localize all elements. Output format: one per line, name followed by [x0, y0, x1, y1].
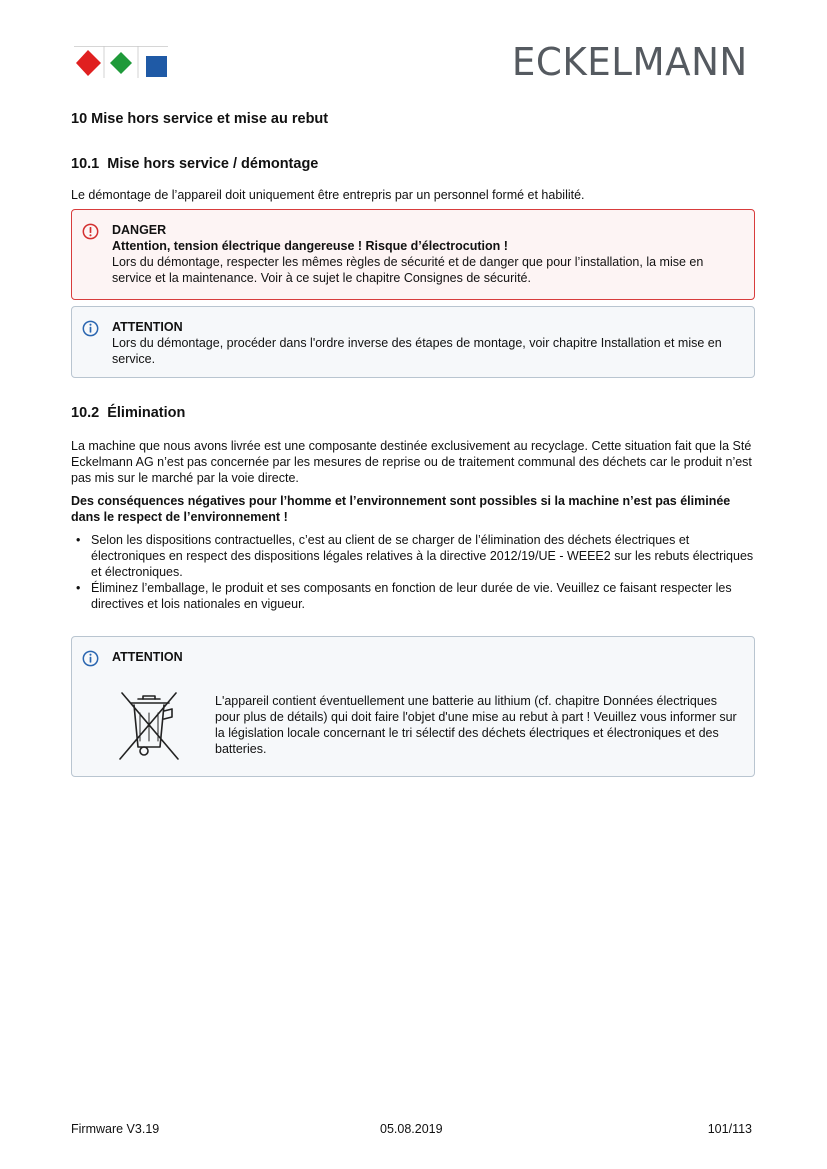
list-item: [71, 580, 761, 612]
brand-wordmark: ECKELMANN: [512, 40, 748, 84]
footer-date: 05.08.2019: [380, 1122, 443, 1136]
section1-intro: Le démontage de l’appareil doit uniquement être entrepris par un personnel formé et habilité.: [71, 188, 585, 202]
logo-red-diamond: [76, 50, 101, 76]
exclamation-circle-icon: [82, 223, 99, 240]
attention-box-dismount: [71, 306, 755, 378]
section2-paragraph: La machine que nous avons livrée est une composante destinée exclusivement au recyclage. Cette situation fait que la Sté Eckelmann AG n’est pas concernée par les mesures de reprise ou de traitement communal des déchets car le produit n’est pas mis sur le marché par la voie directe.: [71, 439, 752, 485]
battery-disposal-text: L'appareil contient éventuellement une batterie au lithium (cf. chapitre Données électriques pour plus de détails) qui doit faire l'objet d'une mise au rebut à part ! Veuillez vous informer sur la législation locale concernant le tri sélectif des déchets électriques et électroniques et des batteries.: [215, 694, 737, 756]
danger-text: Lors du démontage, respecter les mêmes règles de sécurité et de danger que pour l’installation, la mise en service et la maintenance. Voir à ce sujet le chapitre Consignes de sécurité.: [112, 255, 704, 285]
section-heading-10-2: [71, 405, 185, 421]
section-title: Mise hors service / démontage: [107, 156, 319, 172]
chapter-title: [71, 111, 328, 127]
list-item-text: Éliminez l’emballage, le produit et ses composants en fonction de leur durée de vie. Veuillez ce faisant respecter les directives et lois nationales en vigueur.: [91, 581, 732, 611]
bullet-marker: •: [76, 533, 81, 547]
danger-box-body: [112, 222, 744, 286]
section-number: 10.2: [71, 405, 100, 421]
bullet-marker: •: [76, 581, 81, 595]
section-heading-10-1: [71, 156, 318, 172]
danger-title: DANGER: [112, 223, 167, 237]
attention-title: ATTENTION: [112, 320, 183, 334]
attention-text: Lors du démontage, procéder dans l'ordre inverse des étapes de montage, voir chapitre Installation et mise en service.: [112, 336, 722, 366]
danger-subtitle: Attention, tension électrique dangereuse ! Risque d’électrocution !: [112, 239, 508, 253]
info-circle-icon: [82, 320, 99, 337]
section-title: Élimination: [107, 405, 186, 421]
attention-title: ATTENTION: [112, 650, 183, 664]
attention-box-body: [112, 319, 744, 367]
eckelmann-logo-marks: [74, 46, 168, 78]
disposal-bullet-list: [71, 532, 761, 612]
logo-blue-square: [146, 56, 167, 77]
info-circle-icon: [82, 650, 99, 667]
section2-warning: Des conséquences négatives pour l’homme et l’environnement sont possibles si la machine n’est pas éliminée dans le respect de l’environnement !: [71, 494, 731, 524]
danger-box: [71, 209, 755, 300]
section-number: 10.1: [71, 156, 100, 172]
attention-box-battery: [71, 636, 755, 777]
list-item-text: Selon les dispositions contractuelles, c’est au client de se charger de l’élimination des déchets électriques et électroniques en respect des dispositions légales relatives à la directive 2012/19/UE - WEEE2 sur les rebuts électriques et électroniques.: [91, 533, 754, 579]
attention-box-body: [112, 649, 744, 665]
footer-firmware: Firmware V3.19: [71, 1122, 160, 1136]
list-item: [71, 532, 761, 580]
chapter-number: 10: [71, 111, 88, 127]
logo-green-diamond: [110, 52, 132, 74]
crossed-out-wheelie-bin-icon: [114, 689, 184, 761]
footer-page-number: 101/113: [707, 1122, 752, 1136]
chapter-title-text: Mise hors service et mise au rebut: [91, 111, 329, 127]
